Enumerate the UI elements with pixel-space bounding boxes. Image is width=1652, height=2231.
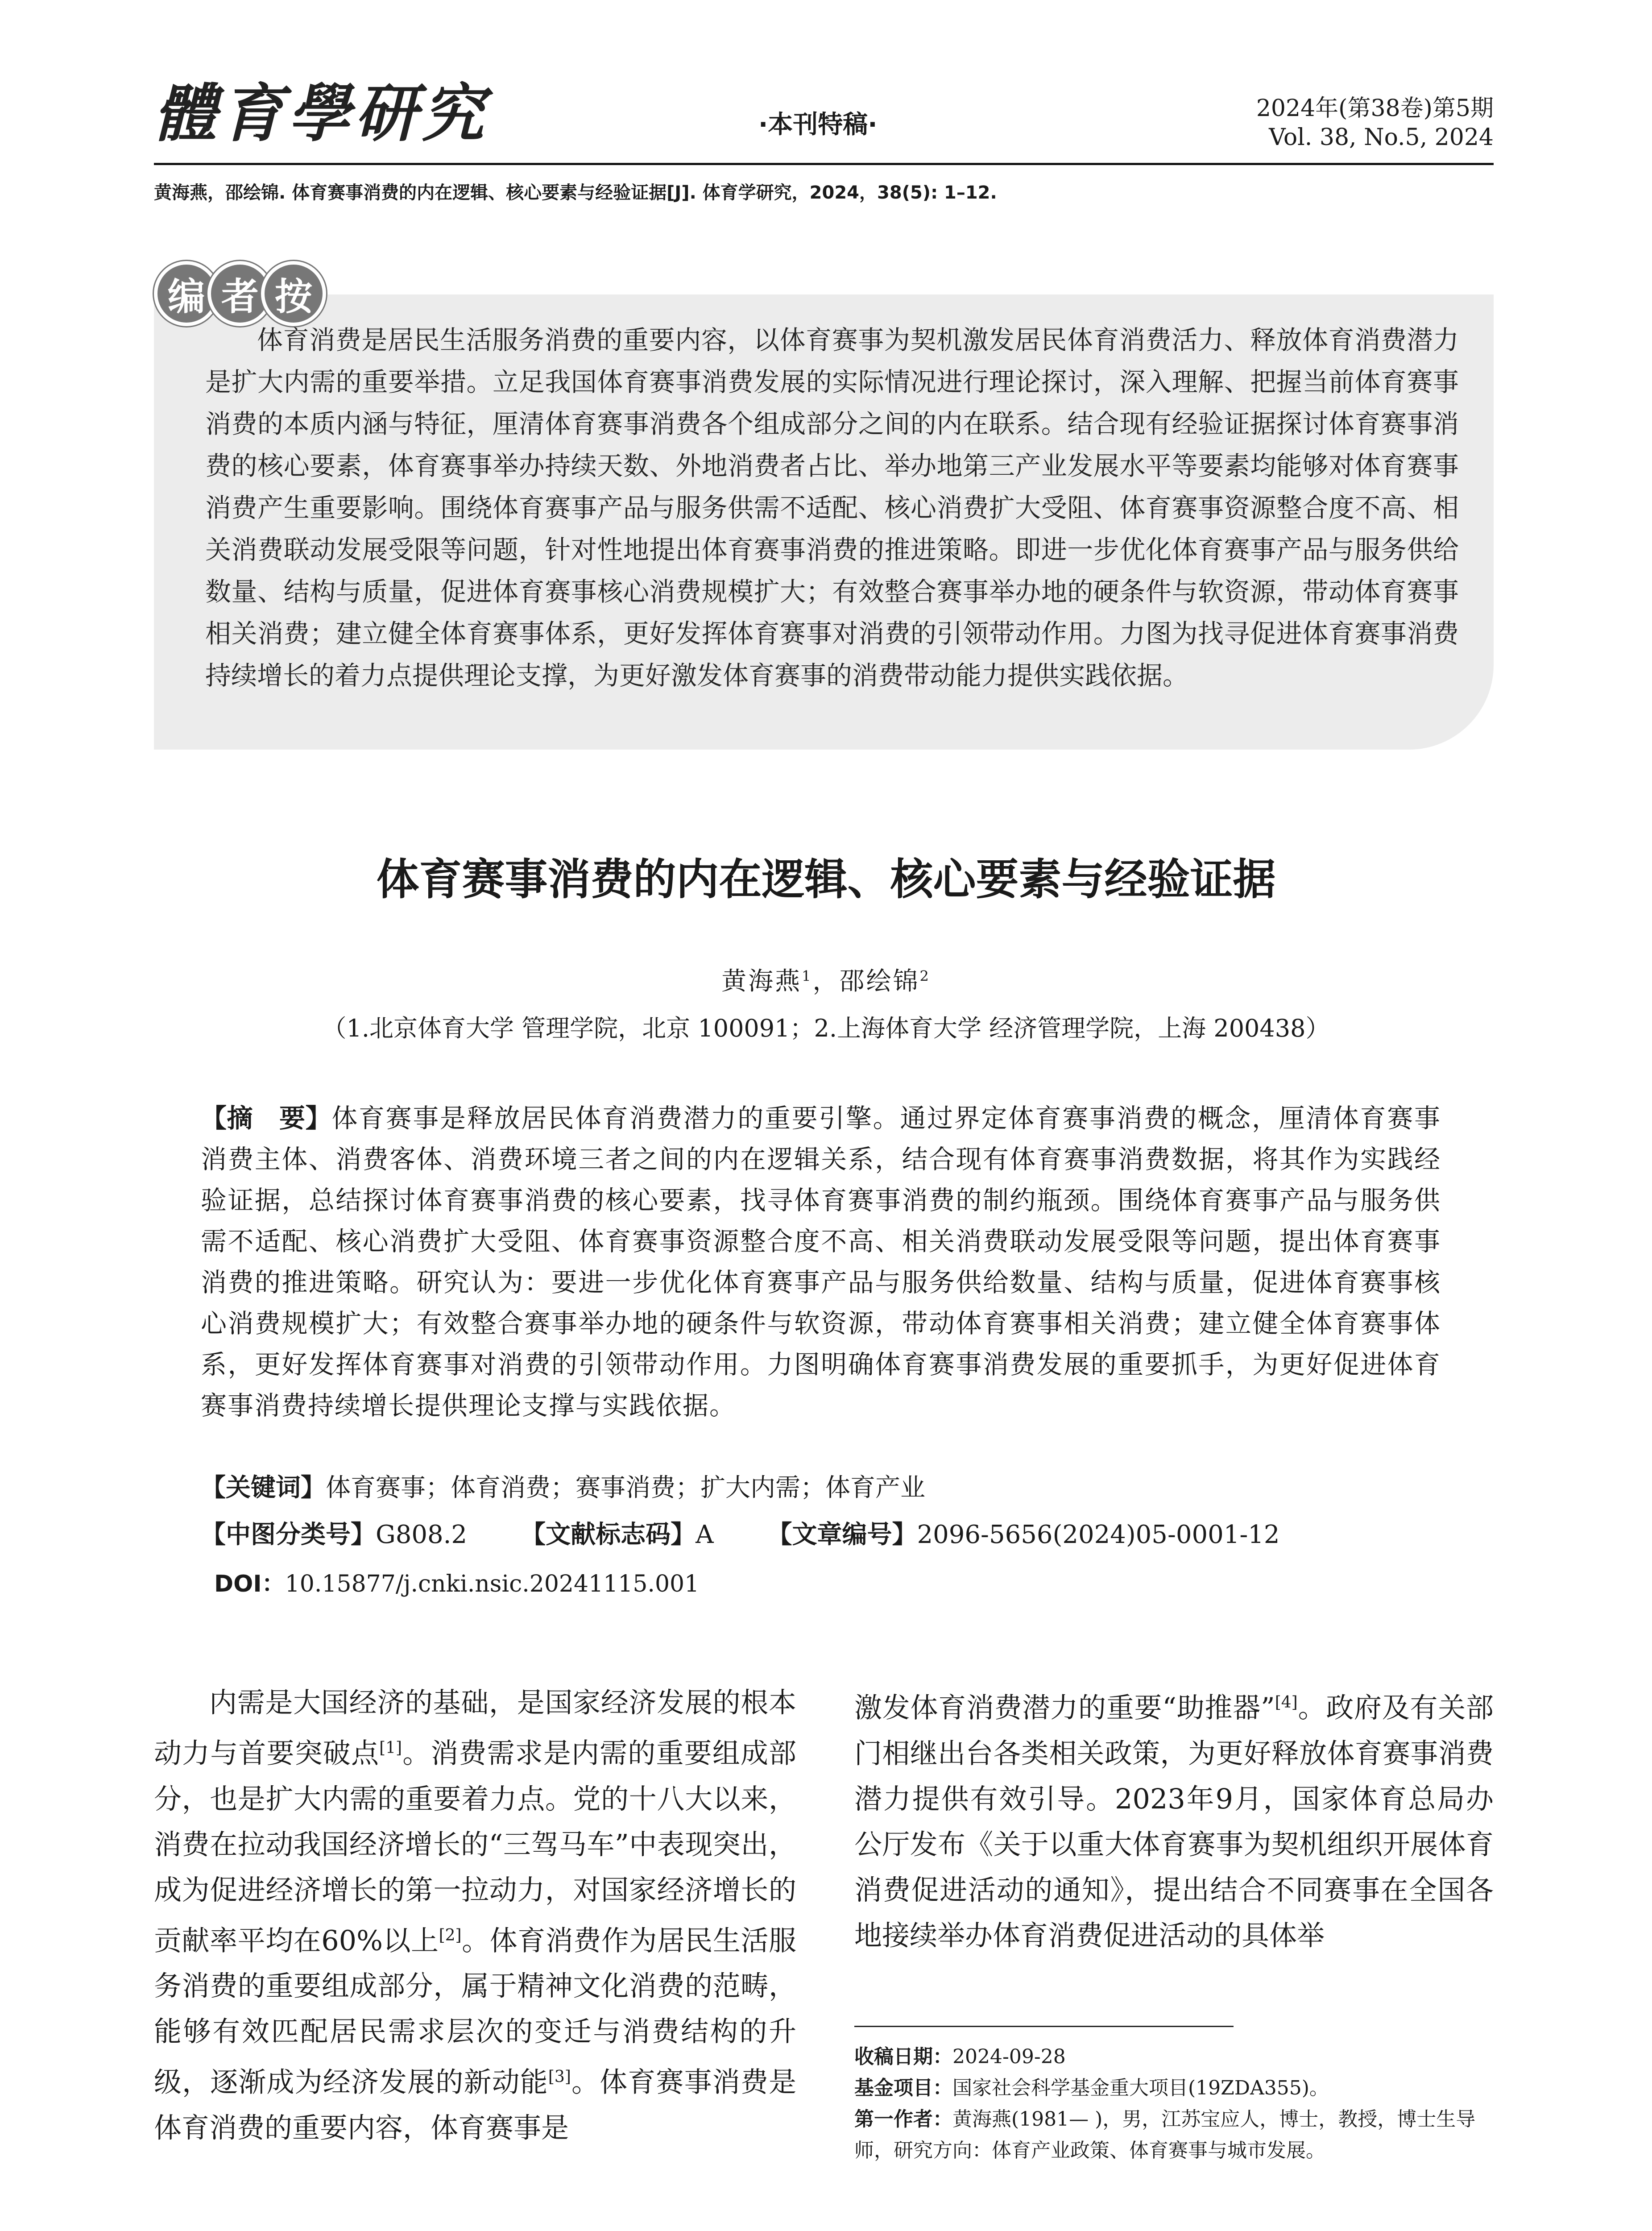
clc-value: G808.2 <box>376 1520 468 1549</box>
citation-line: 黄海燕，邵绘锦. 体育赛事消费的内在逻辑、核心要素与经验证据[J]. 体育学研究，2024，38(5): 1–12. <box>154 182 997 203</box>
citation-ref: [2] <box>439 1926 462 1945</box>
classification-line <box>201 1517 1441 1553</box>
authors <box>0 962 1652 997</box>
article-no-label: 【文章编号】 <box>767 1520 917 1549</box>
footnote-label: 收稿日期： <box>854 2045 952 2068</box>
editor-note-badge <box>154 261 315 328</box>
doi-label: DOI： <box>214 1571 285 1597</box>
author-name: 邵绘锦 <box>839 967 920 996</box>
footnote-author <box>854 2104 1494 2166</box>
article-no-value: 2096-5656(2024)05-0001-12 <box>917 1520 1280 1549</box>
issue-info-cn: 2024年(第38卷)第5期 <box>1256 95 1494 122</box>
column-label: ·本刊特稿· <box>758 110 878 139</box>
badge-char: 编 <box>154 261 219 326</box>
issue-info-en: Vol. 38, No.5, 2024 <box>1269 124 1494 151</box>
footnote-label: 第一作者： <box>854 2108 952 2131</box>
footnote-value: 2024-09-28 <box>952 2045 1066 2068</box>
abstract-label: 【摘 要】 <box>201 1103 332 1133</box>
keywords-label: 【关键词】 <box>201 1473 326 1502</box>
doi-line <box>214 1566 699 1602</box>
author-name: 黄海燕 <box>721 967 802 996</box>
footnote-received <box>854 2041 1494 2073</box>
doc-code-label: 【文献标志码】 <box>521 1520 696 1549</box>
article-title: 体育赛事消费的内在逻辑、核心要素与经验证据 <box>376 854 1276 904</box>
keywords <box>201 1470 1441 1506</box>
body-column-right <box>854 1680 1494 1958</box>
footnote-value: 黄海燕(1981— )，男，江苏宝应人，博士，教授，博士生导师，研究方向：体育产业政策、体育赛事与城市发展。 <box>854 2108 1476 2162</box>
citation-ref: [3] <box>548 2068 571 2086</box>
abstract <box>201 1098 1441 1426</box>
body-text: 内需是大国经济的基础，是国家经济发展的根本动力与首要突破点 <box>154 1686 796 1770</box>
doi-value: 10.15877/j.cnki.nsic.20241115.001 <box>285 1571 700 1597</box>
footnote-divider <box>854 2026 1234 2027</box>
footnote-label: 基金项目： <box>854 2077 952 2099</box>
body-column-left <box>154 1680 796 2151</box>
citation-ref: [1] <box>379 1739 402 1757</box>
body-text: 。体育赛事消费是体育消费的重要内容，体育赛事是 <box>154 2065 796 2144</box>
footnote-value: 国家社会科学基金重大项目(19ZDA355)。 <box>952 2077 1329 2099</box>
keywords-text: 体育赛事；体育消费；赛事消费；扩大内需；体育产业 <box>326 1473 925 1502</box>
header-divider <box>154 163 1494 165</box>
editor-note-text: 体育消费是居民生活服务消费的重要内容，以体育赛事为契机激发居民体育消费活力、释放体育消费潜力是扩大内需的重要举措。立足我国体育赛事消费发展的实际情况进行理论探讨，深入理解、把握当前体育赛事消费的本质内涵与特征，厘清体育赛事消费各个组成部分之间的内在联系。结合现有经验证据探讨体育赛事消费的核心要素，体育赛事举办持续天数、外地消费者占比、举办地第三产业发展水平等要素均能够对体育赛事消费产生重要影响。围绕体育赛事产品与服务供需不适配、核心消费扩大受阻、体育赛事资源整合度不高、相关消费联动发展受限等问题，针对性地提出体育赛事消费的推进策略。即进一步优化体育赛事产品与服务供给数量、结构与质量，促进体育赛事核心消费规模扩大；有效整合赛事举办地的硬条件与软资源，带动体育赛事相关消费；建立健全体育赛事体系，更好发挥体育赛事对消费的引领带动作用。力图为找寻促进体育赛事消费持续增长的着力点提供理论支撑，为更好激发体育赛事的消费带动能力提供实践依据。 <box>205 325 1459 691</box>
affiliations: （1.北京体育大学 管理学院，北京 100091；2.上海体育大学 经济管理学院，上海 200438） <box>322 1014 1330 1042</box>
body-text: 。消费需求是内需的重要组成部分，也是扩大内需的重要着力点。党的十八大以来，消费在拉动我国经济增长的“三驾马车”中表现突出，成为促进经济增长的第一拉动力，对国家经济增长的贡献率平均在60%以上 <box>154 1737 796 1957</box>
badge-char: 按 <box>261 261 326 326</box>
journal-logo: 體育學研究 <box>154 77 489 150</box>
abstract-text: 体育赛事是释放居民体育消费潜力的重要引擎。通过界定体育赛事消费的概念，厘清体育赛事消费主体、消费客体、消费环境三者之间的内在逻辑关系，结合现有体育赛事消费数据，将其作为实践经验证据，总结探讨体育赛事消费的核心要素，找寻体育赛事消费的制约瓶颈。围绕体育赛事产品与服务供需不适配、核心消费扩大受阻、体育赛事资源整合度不高、相关消费联动发展受限等问题，提出体育赛事消费的推进策略。研究认为：要进一步优化体育赛事产品与服务供给数量、结构与质量，促进体育赛事核心消费规模扩大；有效整合赛事举办地的硬条件与软资源，带动体育赛事相关消费；建立健全体育赛事体系，更好发挥体育赛事对消费的引领带动作用。力图明确体育赛事消费发展的重要抓手，为更好促进体育赛事消费持续增长提供理论支撑与实践依据。 <box>201 1103 1441 1421</box>
footnote-fund <box>854 2073 1494 2104</box>
author-affiliation-mark: 2 <box>919 967 931 985</box>
doc-code-value: A <box>696 1520 714 1549</box>
author-affiliation-mark: 1 <box>802 967 813 985</box>
footnotes <box>854 2041 1494 2166</box>
author-separator: ， <box>812 967 840 996</box>
body-text: 。体育消费作为居民生活服务消费的重要组成部分，属于精神文化消费的范畴，能够有效匹配居民需求层次的变迁与消费结构的升级，逐渐成为经济发展的新动能 <box>154 1924 796 2098</box>
citation-ref: [4] <box>1275 1693 1298 1712</box>
body-text: 。政府及有关部门相继出台各类相关政策，为更好释放体育赛事消费潜力提供有效引导。2023年9月，国家体育总局办公厅发布《关于以重大体育赛事为契机组织开展体育消费促进活动的通知》，提出结合不同赛事在全国各地接续举办体育消费促进活动的具体举 <box>854 1691 1494 1952</box>
badge-char: 者 <box>207 261 273 326</box>
body-text: 激发体育消费潜力的重要“助推器” <box>854 1691 1275 1724</box>
clc-label: 【中图分类号】 <box>201 1520 376 1549</box>
